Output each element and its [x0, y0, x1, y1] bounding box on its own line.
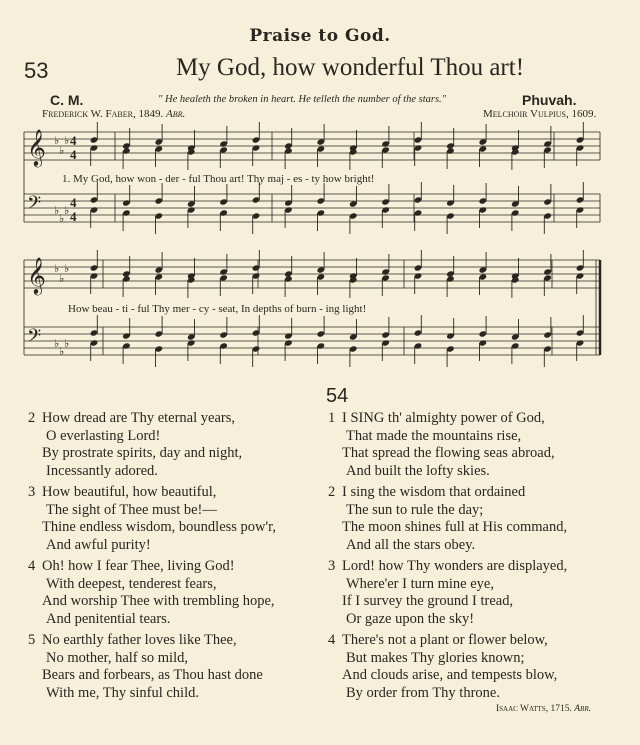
author-name: Frederick W. Faber, 1849. — [42, 108, 164, 120]
flat-icon: ♭ — [64, 134, 70, 147]
stanza-line: If I survey the ground I tread, — [342, 593, 514, 609]
lyrics-line-2: How beau - ti - ful Thy mer - cy - seat, In depths of burn - ing light! — [68, 303, 367, 315]
stanza-number: 5 — [28, 632, 36, 648]
time-signature-bottom: 4 — [70, 209, 77, 224]
stanza-line: The moon shines full at His command, — [342, 519, 568, 535]
stanza-line: Lord! how Thy wonders are displayed, — [342, 558, 568, 574]
flat-icon: ♭ — [54, 262, 60, 275]
stanza-line: There's not a plant or flower below, — [342, 632, 548, 648]
stanza-number: 4 — [328, 632, 336, 648]
stanza-line: By prostrate spirits, day and night, — [42, 445, 243, 461]
hymn53-stanzas — [28, 410, 276, 702]
stanza-2 — [28, 410, 276, 480]
stanza-line: The sun to rule the day; — [346, 501, 484, 518]
stanza-line: With deepest, tenderest fears, — [46, 575, 217, 592]
stanza-line: By order from Thy throne. — [346, 684, 500, 701]
meter-label: C. M. — [50, 92, 84, 108]
stanza-4 — [328, 632, 567, 702]
composer-credit: Melchoir Vulpius, 1609. — [483, 108, 597, 120]
stanza-number: 1 — [328, 410, 336, 426]
stanza-5 — [28, 632, 276, 702]
epigraph: " He healeth the broken in heart. He telleth the number of the stars." — [158, 94, 447, 105]
time-signature-top: 4 — [70, 195, 77, 210]
flat-icon: ♭ — [54, 337, 60, 350]
stanza-number: 4 — [28, 558, 36, 574]
time-signature-bottom: 4 — [70, 147, 77, 162]
author-name: Isaac Watts, 1715. — [496, 704, 572, 714]
stanza-line: Thine endless wisdom, boundless pow'r, — [42, 519, 277, 535]
stanza-line: I sing the wisdom that ordained — [342, 484, 526, 500]
flat-icon: ♭ — [64, 262, 70, 275]
stanza-line: Or gaze upon the sky! — [346, 610, 475, 627]
bass-clef: 𝄢 — [27, 193, 42, 218]
stanza-line: Incessantly adored. — [46, 462, 158, 479]
author-abridged: Abr. — [166, 108, 186, 120]
stanza-line: And all the stars obey. — [346, 536, 476, 553]
time-signature-top: 4 — [70, 133, 77, 148]
stanza-line: The sight of Thee must be!— — [46, 501, 217, 518]
tune-name: Phuvah. — [522, 92, 577, 108]
stanza-line: No mother, half so mild, — [46, 649, 188, 666]
stanza-number: 2 — [328, 484, 336, 500]
stanza-line: I SING th' almighty power of God, — [342, 410, 545, 426]
stanza-3 — [328, 558, 567, 628]
stanza-line: No earthly father loves like Thee, — [42, 632, 237, 648]
hymn-number-54: 54 — [326, 385, 349, 407]
stanza-line: O everlasting Lord! — [46, 427, 161, 444]
stanza-line: How beautiful, how beautiful, — [42, 484, 217, 500]
stanza-line: But makes Thy glories known; — [346, 649, 525, 666]
stanza-line: And penitential tears. — [46, 610, 171, 627]
stanza-number: 3 — [28, 484, 36, 500]
stanza-line: That made the mountains rise, — [346, 427, 522, 444]
stanza-line: And built the lofty skies. — [346, 462, 490, 479]
flat-icon: ♭ — [59, 212, 65, 225]
flat-icon: ♭ — [59, 272, 65, 285]
flat-icon: ♭ — [54, 134, 60, 147]
section-title: Praise to God. — [249, 26, 391, 46]
flat-icon: ♭ — [64, 204, 70, 217]
stanza-line: With me, Thy sinful child. — [46, 684, 199, 701]
stanza-line: And worship Thee with trembling hope, — [42, 593, 275, 609]
author-abridged: Abr. — [574, 704, 591, 714]
treble-clef: 𝄞 — [27, 256, 46, 294]
stanza-line: That spread the flowing seas abroad, — [342, 445, 555, 461]
stanza-line: Bears and forbears, as Thou hast done — [42, 667, 263, 683]
stanza-line: Where'er I turn mine eye, — [346, 575, 494, 592]
flat-icon: ♭ — [59, 345, 65, 358]
hymn-title: My God, how wonderful Thou art! — [175, 54, 525, 81]
stanza-line: And clouds arise, and tempests blow, — [342, 667, 558, 683]
hymn-number-53: 53 — [24, 58, 49, 83]
stanza-number: 3 — [328, 558, 336, 574]
stanza-line: Oh! how I fear Thee, living God! — [42, 558, 235, 574]
stanza-2 — [328, 484, 567, 554]
hymn54-author-credit — [496, 704, 591, 714]
stanza-number: 2 — [28, 410, 36, 426]
lyrics-line-1: 1. My God, how won - der - ful Thou art! Thy maj - es - ty how bright! — [62, 173, 375, 185]
flat-icon: ♭ — [64, 337, 70, 350]
stanza-1 — [328, 410, 567, 480]
hymn54-stanzas — [328, 410, 567, 702]
flat-icon: ♭ — [59, 144, 65, 157]
treble-clef: 𝄞 — [27, 128, 46, 166]
stanza-3 — [28, 484, 276, 554]
flat-icon: ♭ — [54, 204, 60, 217]
bass-clef: 𝄢 — [27, 326, 42, 351]
stanza-4 — [28, 558, 276, 628]
stanza-line: And awful purity! — [46, 536, 151, 553]
stanza-line: How dread are Thy eternal years, — [42, 410, 235, 426]
